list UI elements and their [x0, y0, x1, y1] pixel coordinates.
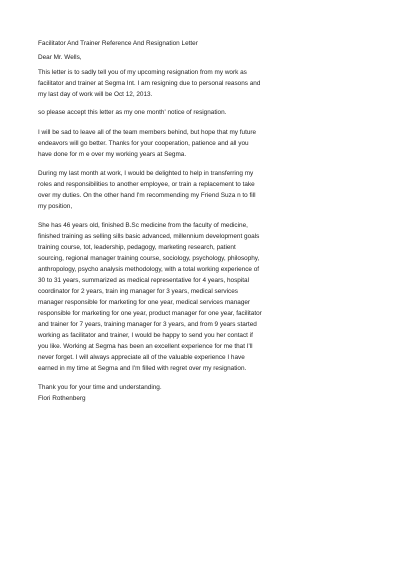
paragraph-thanks: [38, 127, 328, 160]
paragraph-line: responsible for marketing for one year, product manager for one year, facilitator: [38, 310, 262, 317]
paragraph-line: anthropology, psycho analysis methodology, with a total working experience of: [38, 266, 260, 273]
salutation: Dear Mr. Wells,: [38, 54, 82, 61]
paragraph-line: over my duties. On the other hand I'm recommending my Friend Suza n to fill: [38, 192, 256, 199]
closing-line: Thank you for your time and understanding.: [38, 384, 162, 391]
paragraph-line: my position,: [38, 203, 73, 210]
paragraph-line: This letter is to sadly tell you of my upcoming resignation from my work as: [38, 69, 247, 76]
paragraph-line: working as facilitator and trainer, I would be happy to send you her contact if: [38, 332, 253, 339]
paragraph-line: you like. Working at Segma has been an excellent experience for me that I'll: [38, 343, 253, 350]
paragraph-line: During my last month at work, I would be delighted to help in transferring my: [38, 170, 254, 177]
paragraph-line: I will be sad to leave all of the team members behind, but hope that my future: [38, 129, 257, 136]
paragraph-line: finished training as selling sills basic advanced, millennium development goals: [38, 233, 260, 240]
paragraph-line: and trainer for 7 years, training manager for 3 years, and from 9 years started: [38, 321, 257, 328]
letter-title: Facilitator And Trainer Reference And Resignation Letter: [38, 40, 198, 47]
paragraph-line: training course, tot, leadership, pedagogy, marketing research, patient: [38, 244, 236, 251]
paragraph-line: 30 to 31 years, summarized as medical representative for 4 years, hospital: [38, 277, 249, 284]
paragraph-line: so please accept this letter as my one month' notice of resignation.: [38, 109, 227, 116]
paragraph-resignation: [38, 67, 328, 100]
paragraph-line: earned in my time at Segma and I'm filled with regret over my resignation.: [38, 365, 247, 372]
letter-body: [38, 38, 328, 404]
paragraph-line: coordinator for 2 years, train ing manager for 3 years, medical services: [38, 288, 238, 295]
paragraph-line: roles and responsibilities to another employee, or train a replacement to take: [38, 181, 255, 188]
paragraph-line: have done for m e over my working years at Segma.: [38, 151, 187, 158]
signature-name: Flori Rothenberg: [38, 395, 86, 402]
paragraph-line: She has 46 years old, finished B.Sc medicine from the faculty of medicine,: [38, 222, 248, 229]
paragraph-recommendation: [38, 220, 328, 374]
paragraph-line: my last day of work will be Oct 12, 2013.: [38, 91, 153, 98]
paragraph-line: facilitator and trainer at Segma Int. I am resigning due to personal reasons and: [38, 80, 261, 87]
paragraph-line: sourcing, regional manager training course, sociology, psychology, philosophy,: [38, 255, 260, 262]
paragraph-line: manager responsible for marketing for one year, medical services manager: [38, 299, 251, 306]
paragraph-transfer: [38, 168, 328, 212]
paragraph-line: never forget. I will always appreciate all of the valuable experience I have: [38, 354, 245, 361]
paragraph-notice: [38, 107, 328, 118]
paragraph-line: endeavors will go better. Thanks for your cooperation, patience and all you: [38, 140, 249, 147]
